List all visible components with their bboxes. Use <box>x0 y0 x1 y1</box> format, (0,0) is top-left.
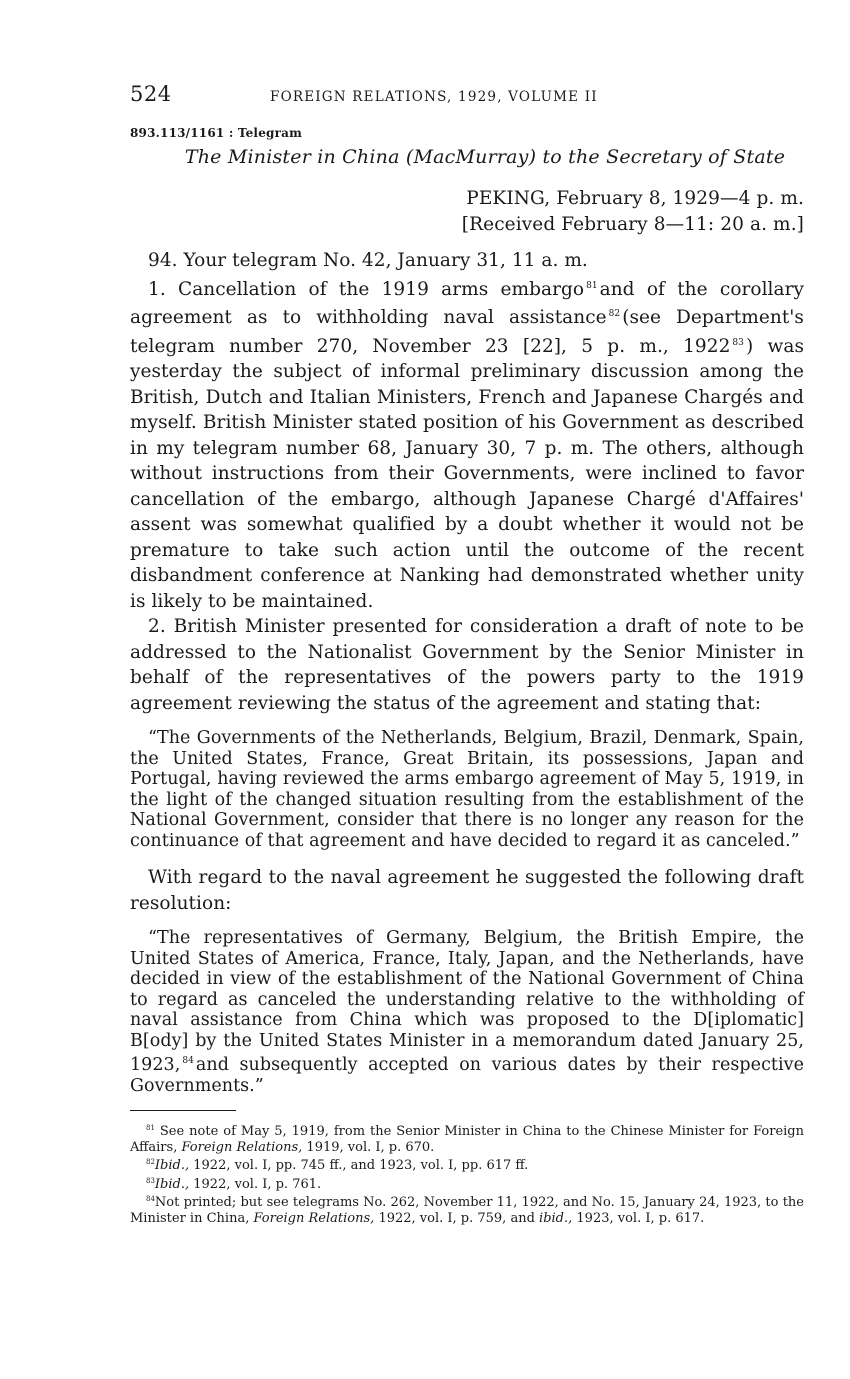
document-page <box>130 82 804 1226</box>
footnote-text: 1919, vol. I, p. 670. <box>306 1139 435 1155</box>
running-title: FOREIGN RELATIONS, 1929, VOLUME II <box>270 89 598 105</box>
paragraph-intro: 94. Your telegram No. 42, January 31, 11 a. m. <box>148 250 588 271</box>
footnote-italic: Ibid., <box>154 1158 190 1173</box>
dateline <box>130 186 804 238</box>
footnote-italic: Foreign Relations, <box>181 1139 303 1155</box>
footnote-text: 1923, vol. I, p. 617. <box>576 1210 705 1226</box>
paragraph-2: 2. British Minister presented for consideration a draft of note to be addressed to the Nationalist Government by the Senior Minister in behalf of the representatives of the powers party to the 1919 agreement reviewing the status of the agreement and stating that: <box>130 616 804 714</box>
footnote-text: 1922, vol. I, pp. 745 ff., and 1923, vol. I, pp. 617 ff. <box>193 1158 529 1173</box>
footnote-ref-82[interactable]: 82 <box>608 309 621 319</box>
footnote-text: 1922, vol. I, p. 759, and <box>378 1210 535 1226</box>
footnote-ref-84[interactable]: 84 <box>182 1056 194 1066</box>
paragraph-1 <box>130 274 804 615</box>
footnote-text: Not printed; but see telegrams No. 262, November 11, 1922, and No. 15, January 24, 1923, to the Minister in China, <box>130 1195 804 1226</box>
dateline-sent: PEKING, February 8, 1929—4 p. m. <box>466 188 804 209</box>
paragraph-1-text-b: and of the corollary agreement as to withholding naval assistance <box>130 278 804 328</box>
paragraph-1-text-c: (see Department's telegram number 270, November 23 [22], 5 p. m., 1922 <box>130 307 804 357</box>
footnote-italic: Ibid., <box>154 1176 190 1192</box>
footnote-text: See note of May 5, 1919, from the Senior Minister in China to the Chinese Minister for Foreign Affairs, <box>130 1124 804 1155</box>
footnote-number: 84 <box>146 1195 155 1203</box>
footnote-italic: ibid., <box>539 1210 573 1226</box>
telegram-body <box>130 248 804 1096</box>
footnote-81 <box>130 1121 804 1155</box>
quote-naval-text-a: “The representatives of Germany, Belgium, the British Empire, the United States of America, France, Italy, Japan, and the Netherlands, have decided in view of the establishment of the National Government of China to regard as canceled the understanding relative to the withholding of naval assistance from China which was proposed to the D[iplomatic] B[ody] by the United States Minister in a memorandum dated January 25, 1923, <box>130 928 804 1075</box>
document-title: The Minister in China (MacMurray) to the Secretary of State <box>184 146 786 168</box>
footnote-number: 83 <box>146 1176 155 1185</box>
page-number: 524 <box>130 82 172 106</box>
footnote-83 <box>130 1174 804 1193</box>
block-quote-naval <box>130 928 804 1096</box>
running-head <box>130 82 804 112</box>
quote-naval-text-b: and subsequently accepted on various dates by their respective Governments.” <box>130 1055 804 1096</box>
footnote-text: 1922, vol. I, p. 761. <box>193 1176 322 1192</box>
paragraph-1-text-d: ) was yesterday the subject of informal preliminary discussion among the British, Dutch and Italian Ministers, French and Japanese Chargés and myself. British Minister stated position of his Government as described in my telegram number 68, January 30, 7 p. m. The others, although without instructions from their Governments, were inclined to favor cancellation of the embargo, although Japanese Chargé d'Affaires' assent was somewhat qualified by a doubt whether it would not be premature to take such action until the outcome of the recent disbandment conference at Nanking had demonstrated whether unity is likely to be maintained. <box>130 335 804 612</box>
footnotes <box>130 1121 804 1226</box>
footnote-number: 81 <box>146 1124 155 1132</box>
footnote-ref-81[interactable]: 81 <box>586 280 598 291</box>
footnote-84 <box>130 1192 804 1226</box>
block-quote-embargo: “The Governments of the Netherlands, Belgium, Brazil, Denmark, Spain, the United States, France, Great Britain, its possessions, Japan and Portugal, having reviewed the arms embargo agreement of May 5, 1919, in the light of the changed situation resulting from the establishment of the National Government, consider that there is no longer any reason for the continuance of that agreement and have decided to regard it as canceled.” <box>130 728 804 851</box>
dateline-received: [Received February 8—11: 20 a. m.] <box>461 214 804 235</box>
file-number: 893.113/1161 : Telegram <box>130 126 303 140</box>
footnote-divider <box>130 1110 236 1111</box>
footnote-number: 82 <box>146 1158 155 1166</box>
footnote-ref-83[interactable]: 83 <box>732 337 744 348</box>
footnote-82 <box>130 1155 804 1174</box>
footnote-italic: Foreign Relations, <box>253 1210 375 1226</box>
paragraph-1-text-a: 1. Cancellation of the 1919 arms embargo <box>148 278 585 300</box>
paragraph-3: With regard to the naval agreement he suggested the following draft resolution: <box>130 867 804 914</box>
